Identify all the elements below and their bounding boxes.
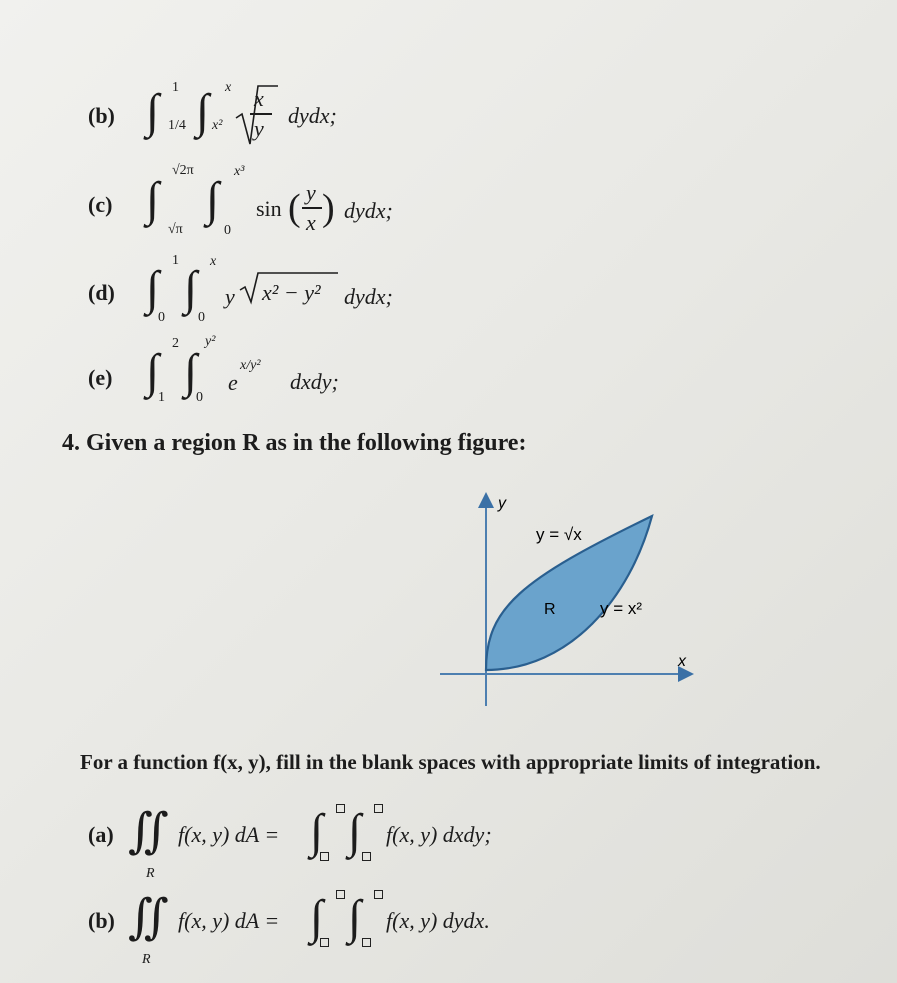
sine-function: sin: [256, 196, 282, 221]
differentials: dydx;: [344, 198, 393, 223]
outer-lower-limit: 1/4: [168, 118, 186, 133]
open-paren: (: [288, 187, 301, 229]
close-paren: ): [322, 187, 335, 229]
double-integral-sign: ∬: [128, 805, 169, 858]
upper-curve-label: y = √x: [536, 525, 582, 544]
inner-upper-limit: x³: [234, 164, 245, 179]
rhs-expression: f(x, y) dxdy;: [386, 822, 492, 847]
integral-sign: ∫: [146, 345, 160, 398]
integral-sign: ∫: [206, 173, 220, 226]
problem-b-label: (b): [88, 103, 115, 128]
inner-upper-limit: x: [225, 80, 232, 95]
radicand-denominator: y: [254, 116, 264, 141]
outer-upper-limit: √2π: [172, 163, 194, 178]
fraction-bar: [302, 207, 322, 209]
blank-inner-lower[interactable]: [362, 852, 371, 861]
fraction-numerator: y: [306, 180, 316, 205]
blank-outer-lower[interactable]: [320, 852, 329, 861]
exponential-base: e: [228, 370, 238, 395]
outer-lower-limit: 0: [158, 310, 165, 325]
blank-inner-upper[interactable]: [374, 804, 383, 813]
radicand-numerator: x: [254, 86, 264, 111]
question-4-heading: 4. Given a region R as in the following figure:: [62, 430, 527, 456]
blank-inner-lower[interactable]: [362, 938, 371, 947]
inner-upper-limit: y²: [205, 334, 216, 349]
inner-upper-limit: x: [210, 254, 217, 269]
region-figure: [440, 488, 700, 710]
blank-outer-upper[interactable]: [336, 804, 345, 813]
blank-outer-lower[interactable]: [320, 938, 329, 947]
lhs-expression: f(x, y) dA =: [178, 908, 280, 933]
region-label: R: [544, 601, 556, 618]
integral-sign: ∫: [348, 891, 362, 944]
differentials: dxdy;: [290, 369, 339, 394]
region-subscript: R: [142, 952, 151, 967]
radicand: x² − y²: [262, 280, 321, 305]
integral-sign: ∫: [146, 85, 160, 138]
lower-curve-label: y = x²: [600, 599, 643, 618]
inner-lower-limit: 0: [198, 310, 205, 325]
part-a-label: (a): [88, 822, 114, 847]
integral-sign: ∫: [146, 173, 160, 226]
differentials: dydx;: [344, 284, 393, 309]
differentials: dydx;: [288, 103, 337, 128]
integral-sign: ∫: [184, 345, 198, 398]
integral-sign: ∫: [184, 262, 198, 315]
instruction-text: For a function f(x, y), fill in the blank spaces with appropriate limits of integration.: [80, 750, 821, 774]
integral-sign: ∫: [348, 805, 362, 858]
rhs-expression: f(x, y) dydx.: [386, 908, 490, 933]
double-integral-sign: ∬: [128, 891, 169, 944]
integral-sign: ∫: [146, 262, 160, 315]
fraction-denominator: x: [306, 210, 316, 235]
y-axis-label: y: [498, 495, 506, 512]
integral-sign: ∫: [196, 85, 210, 138]
problem-c-label: (c): [88, 192, 113, 217]
problem-d-label: (d): [88, 280, 115, 305]
inner-lower-limit: 0: [224, 223, 231, 238]
fraction-bar: [250, 113, 272, 115]
blank-inner-upper[interactable]: [374, 890, 383, 899]
lhs-expression: f(x, y) dA =: [178, 822, 280, 847]
integral-sign: ∫: [310, 805, 324, 858]
exponent: x/y²: [240, 358, 261, 373]
inner-lower-limit: x²: [212, 118, 223, 133]
integral-sign: ∫: [310, 891, 324, 944]
outer-lower-limit: √π: [168, 222, 183, 237]
integrand-y: y: [225, 284, 235, 309]
outer-upper-limit: 2: [172, 336, 179, 351]
outer-lower-limit: 1: [158, 390, 165, 405]
outer-upper-limit: 1: [172, 253, 179, 268]
part-b-label: (b): [88, 908, 115, 933]
x-axis-label: x: [678, 653, 686, 670]
problem-e-label: (e): [88, 365, 113, 390]
blank-outer-upper[interactable]: [336, 890, 345, 899]
region-subscript: R: [146, 866, 155, 881]
inner-lower-limit: 0: [196, 390, 203, 405]
outer-upper-limit: 1: [172, 80, 179, 95]
